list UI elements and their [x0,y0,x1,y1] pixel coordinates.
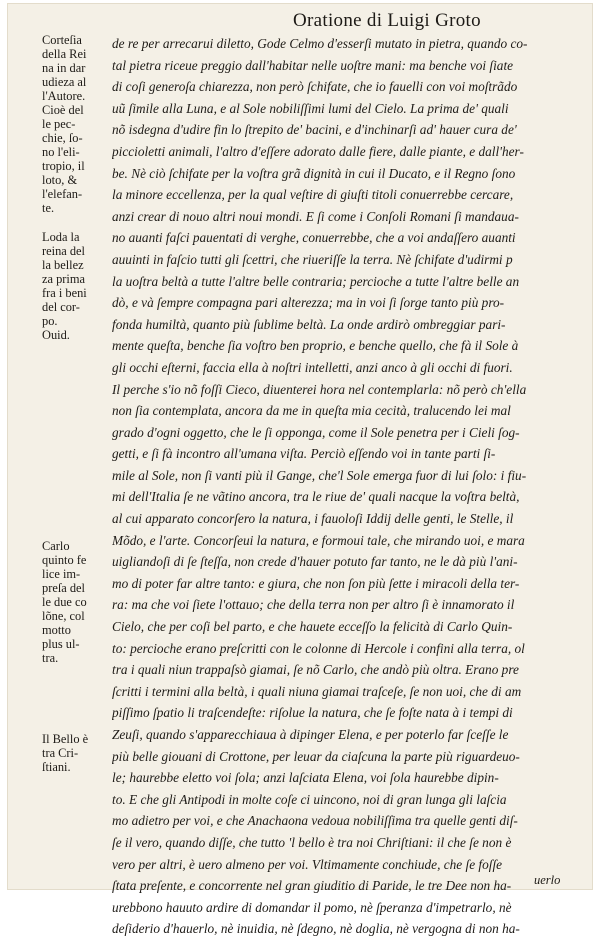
text-line: la uoſtra beltà a tutte l'altre belle contraria; percioche a tutte l'altre belle an [112,273,520,289]
marginal-line: reina del [42,244,85,258]
text-line: ra: ma che voi ſiete l'ottauo; che della terra non per altro ſi è innamorato il [112,597,515,613]
text-line: tal pietra riceue preggio dall'habitar nelle uoſtre mani: ma benche voi ſiate [112,57,514,73]
marginal-line: la bellez [42,258,84,272]
marginal-line: Corteſia [42,33,82,47]
marginal-note [42,33,112,215]
marginal-line: ſtiani. [42,760,71,774]
text-line: ſe il vero, quando diſſe, che tutto 'l bello è tra noi Chriſtiani: il che ſe non è [112,834,512,850]
catchword: uerlo [534,873,561,887]
marginal-line: chie, ſo- [42,131,83,145]
marginal-line: tropio, il [42,159,85,173]
marginal-line: tra Cri- [42,746,79,760]
text-line: uigliandoſi di ſe ſteſſa, non crede d'hauer potuto far tanto, ne le dà più l'ani- [112,554,518,570]
text-line: deſiderio d'hauerlo, nè inuidia, nè ſdegno, nè doglia, nè vergogna di non ha- [112,921,520,937]
text-line: to: percioche erano preſcritti con le colonne di Hercole i confini alla terra, ol [112,640,525,656]
text-line: auuinti in faſcio tutti gli ſcettri, che riueriſſe la terra. Nè ſchifate d'udirmi p [112,251,513,267]
marginal-line: lõne, col [42,609,85,623]
marginal-line: po. [42,314,58,328]
text-line: grado d'ogni oggetto, che le ſi opponga, come il Sole penetra per i Cieli ſog- [112,424,520,440]
text-line: ſcritti i termini alla beltà, i quali niuna giamai traſceſe, ſe non uoi, che di am [112,683,522,699]
text-line: mi dell'Italia ſe ne vãtino ancora, tra le riue de' quali nacque la voſtra beltà, [112,489,520,505]
text-line: vero per altri, è uero almeno per voi. Vltimamente conchiude, che ſe foſſe [112,856,503,872]
marginal-line: quinto fe [42,553,87,567]
marginal-line: plus ul- [42,637,80,651]
text-line: be. Nè ciò ſchifate per la voſtra grã dignità in cui il Ducato, e il Regno ſono [112,165,516,181]
text-line: ſtata preſente, e concorrente nel gran giuditio di Paride, le tre Dee non ha- [112,878,512,894]
marginal-line: preſa del [42,581,85,595]
marginal-note [42,230,112,342]
text-line: mo adietro per voi, e che Anachaona vedoua nobiliſſima tra quelle genti diſ- [112,813,518,829]
text-line: non ſia contemplata, ancora da me in queſta mia cecità, tralucendo lei mal [112,403,511,419]
marginal-note [42,732,112,774]
text-line: piſſimo ſpatio li traſcendeſte: riſolue la natura, che ſe foſte nata à i tempi di [112,705,513,721]
marginal-line: fra i beni [42,286,87,300]
marginal-note [42,539,112,665]
marginal-line: l'Autore. [42,89,86,103]
marginal-line: lice im- [42,567,81,581]
text-line: getti, e ſi fà incontro all'umana viſta. Perciò eſſendo voi in tante parti ſi- [112,446,496,462]
marginal-line: le pec- [42,117,76,131]
text-line: di coſi generoſa chiarezza, non però ſchifate, che io fauelli con voi moſtrãdo [112,79,518,95]
marginal-line: na in dar [42,61,86,75]
text-line: tra i quali niun trappaſsò giamai, ſe nõ Carlo, che andò più oltra. Erano pre [112,662,519,678]
text-line: la minore eccellenza, per la qual veſtire di giuſti titoli conuerrebbe cercare, [112,187,514,203]
text-line: to. E che gli Antipodi in molte coſe ci uincono, noi di gran lunga gli laſcia [112,791,507,807]
marginal-line: della Rei [42,47,87,61]
marginal-line: tra. [42,651,59,665]
marginal-line: za prima [42,272,85,286]
text-line: de re per arrecarui diletto, Gode Celmo d'esserſi mutato in pietra, quando co- [112,36,528,51]
text-line: urebbono hauuto ardire di domandar il pomo, nè ſperanza d'impetrarlo, nè [112,899,512,915]
marginal-line: Ouid. [42,328,70,342]
text-line: no auanti faſci pauentati di verghe, conuerrebbe, che a voi andaſſero auanti [112,230,516,246]
marginal-line: loto, & [42,173,78,187]
text-line: le; haurebbe eletto voi ſola; anzi laſciata Elena, voi ſola haurebbe dipin- [112,770,499,786]
text-line: Cielo, che per coſi bel parto, e che hauete ecceſſo la felicità di Carlo Quin- [112,619,513,635]
text-line: anzi crear di nouo altri noui mondi. E ſi come i Conſoli Romani ſi mandaua- [112,208,519,224]
marginal-line: del cor- [42,300,80,314]
marginal-line: Il Bello è [42,732,89,746]
marginal-line: motto [42,623,71,637]
text-line: piccioletti animali, l'altro d'eſſere adorato dalle fiere, dalle piante, e dall'her- [112,143,524,159]
marginal-line: no l'eli- [42,145,80,159]
text-line: fonda humiltà, quanto più ſublime beltà. La onde ardirò ombreggiar pari- [112,316,506,332]
page-header: Oratione di Luigi Groto [293,10,481,31]
marginal-line: Carlo [42,539,70,553]
marginal-line: Cioè del [42,103,84,117]
marginal-line: le due co [42,595,87,609]
text-line: Mõdo, e l'arte. Concorſeui la natura, e formoui tale, che mirando uoi, e mara [112,532,525,548]
text-line: Zeuſi, quando s'apparecchiaua à dipinger Elena, e per poterlo far ſceſſe le [112,727,509,742]
text-line: più belle giouani di Crottone, per leuar da ciaſcuna la parte più riguardeuo- [112,748,520,764]
text-line: gli occhi eſterni, faccia ella à noſtri intelletti, anzi anco à gli occhi di fuori. [112,359,513,375]
text-line: dò, e và ſempre compagna pari alterezza; ma in voi ſi ſorge tanto più pro- [112,295,505,311]
text-line: mile al Sole, non ſi vanti più il Gange, che'l Sole emerga fuor di lui ſolo: i fiu- [112,467,527,483]
marginal-line: udieza al [42,75,87,89]
text-line: mo di poter far altre tanto: e giura, che non ſon più ſette i miracoli della ter- [112,575,520,591]
text-line: mente queſta, benche ſia voſtro ben proprio, e benche quello, che fà il Sole à [112,338,519,354]
text-line: al cui apparato concorſero la natura, i fauoloſi Iddij delle genti, le Stelle, il [112,511,514,527]
marginal-line: Loda la [42,230,80,244]
text-line: uũ ſimile alla Luna, e al Sole nobiliſſimi lumi del Cielo. La prima de' quali [112,100,509,116]
marginal-line: l'elefan- [42,187,83,201]
main-text [112,33,566,940]
book-page [8,4,592,937]
marginal-line: te. [42,201,55,215]
text-line: Il perche s'io nõ foſſi Cieco, diuenterei hora nel contemplarla: nõ però ch'ella [112,381,527,397]
text-line: nõ isdegna d'udire fin lo ſtrepito de' bacini, e d'inchinarſi ad' hauer cura de' [112,122,517,138]
